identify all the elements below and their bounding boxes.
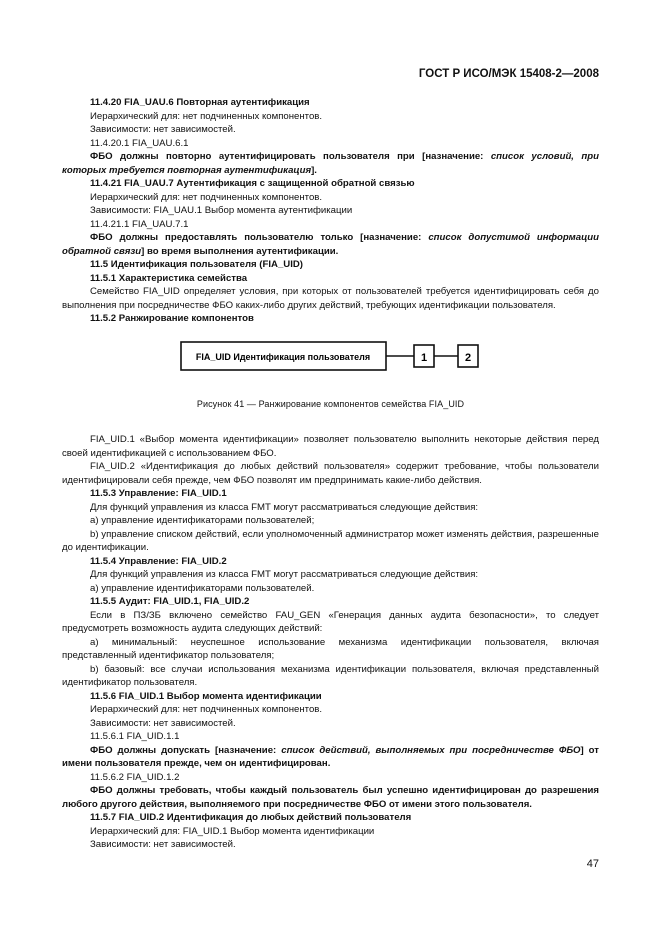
section-heading: 11.5 Идентификация пользователя (FIA_UID) xyxy=(90,259,304,270)
element-id: 11.5.6.1 FIA_UID.1.1 xyxy=(90,731,180,742)
requirement-text xyxy=(62,150,599,177)
requirement-part: ]. xyxy=(311,164,317,176)
text-line: Зависимости: нет зависимостей. xyxy=(90,717,236,729)
requirement-assignment: список условий, при которых требуется повторная аутентификация xyxy=(62,151,599,176)
list-item: а) управление идентификаторами пользователей; xyxy=(90,515,315,526)
text-paragraph: FIA_UID.2 «Идентификация до любых действий пользователя» содержит требование, чтобы пользователи идентифицировали себя прежде, чем ФБО позволят им предпринимать какие-либо действия. xyxy=(62,461,599,486)
requirement-assignment: список действий, выполняемых при посредничестве ФБО xyxy=(281,744,581,756)
element-id: 11.5.6.2 FIA_UID.1.2 xyxy=(90,771,180,783)
section-heading: 11.4.21 FIA_UAU.7 Аутентификация с защищенной обратной связью xyxy=(90,178,415,189)
section-heading: 11.5.5 Аудит: FIA_UID.1, FIA_UID.2 xyxy=(90,596,250,607)
text-line: Иерархический для: нет подчиненных компонентов. xyxy=(90,191,323,203)
list-item: b) управление списком действий, если уполномоченный администратор может изменять действия, разрешенные до идентификации. xyxy=(62,528,599,553)
requirement-text: ФБО должны требовать, чтобы каждый пользователь был успешно идентифицирован до разрешения любого другого действия, выполняемого при посредничестве ФБО от имени этого пользователя. xyxy=(62,785,599,810)
element-id: 11.4.20.1 FIA_UAU.6.1 xyxy=(90,137,189,149)
section-heading: 11.5.1 Характеристика семейства xyxy=(90,272,248,284)
text-paragraph: Если в ПЗ/ЗБ включено семейство FAU_GEN «Генерация данных аудита безопасности», то следует предусмотреть возможность аудита следующих действий: xyxy=(62,609,599,634)
family-box-label: FIA_UID Идентификация пользователя xyxy=(195,351,371,362)
section-heading: 11.5.7 FIA_UID.2 Идентификация до любых действий пользователя xyxy=(90,812,412,823)
list-item: а) управление идентификаторами пользователей. xyxy=(90,582,315,594)
component-diagram xyxy=(62,338,599,396)
text-line: Иерархический для: нет подчиненных компонентов. xyxy=(90,110,323,122)
requirement-part: ФБО должны повторно аутентифицировать пользователя при [назначение: xyxy=(90,151,491,162)
requirement-text xyxy=(62,744,599,771)
component-node-1-label: 1 xyxy=(420,351,428,364)
requirement-part: ] от имени пользователя прежде, чем он идентифицирован. xyxy=(62,744,600,769)
requirement-part: ] во время выполнения аутентификации. xyxy=(141,245,339,257)
requirement-part: ФБО должны допускать [назначение: xyxy=(90,744,282,756)
element-id: 11.4.21.1 FIA_UAU.7.1 xyxy=(90,218,189,230)
requirement-assignment: список допустимой информации обратной связи xyxy=(62,232,599,257)
list-item: а) минимальный: неуспешное использование механизма идентификации пользователя, включая представленный идентификатор пользователя; xyxy=(62,636,599,661)
text-paragraph: FIA_UID.1 «Выбор момента идентификации» позволяет пользователю выполнить некоторые действия перед своей идентификацией с использованием ФБО. xyxy=(62,434,599,459)
component-node-2-label: 2 xyxy=(464,351,472,364)
standard-header: ГОСТ Р ИСО/МЭК 15408-2—2008 xyxy=(418,68,599,80)
section-heading: 11.5.6 FIA_UID.1 Выбор момента идентификации xyxy=(90,690,322,702)
leveling-diagram xyxy=(180,338,482,374)
text-line: Зависимости: нет зависимостей. xyxy=(90,839,236,850)
requirement-part: ФБО должны предоставлять пользователю только [назначение: xyxy=(90,232,429,243)
text-line: Зависимости: нет зависимостей. xyxy=(90,124,236,135)
section-heading: 11.5.3 Управление: FIA_UID.1 xyxy=(90,488,227,499)
text-line: Для функций управления из класса FMT могут рассматриваться следующие действия: xyxy=(90,501,479,513)
page-number: 47 xyxy=(586,858,599,870)
section-heading: 11.5.4 Управление: FIA_UID.2 xyxy=(90,555,227,567)
text-line: Иерархический для: FIA_UID.1 Выбор момента идентификации xyxy=(90,825,375,837)
figure-caption: Рисунок 41 — Ранжирование компонентов семейства FIA_UID xyxy=(196,398,465,409)
text-line: Зависимости: FIA_UAU.1 Выбор момента аутентификации xyxy=(90,205,353,216)
text-paragraph: Семейство FIA_UID определяет условия, при которых от пользователей требуется идентифицировать себя до выполнения при посредничестве ФБО каких-либо других действий, требующих идентификации пользователя. xyxy=(62,286,599,311)
requirement-text xyxy=(62,231,599,258)
page-content xyxy=(62,96,599,852)
list-item: b) базовый: все случаи использования механизма идентификации пользователя, включая представленный идентификатор пользователя. xyxy=(62,663,599,688)
text-line: Для функций управления из класса FMT могут рассматриваться следующие действия: xyxy=(90,569,479,580)
section-heading: 11.4.20 FIA_UAU.6 Повторная аутентификация xyxy=(90,97,310,108)
text-line: Иерархический для: нет подчиненных компонентов. xyxy=(90,704,323,715)
section-heading: 11.5.2 Ранжирование компонентов xyxy=(90,313,254,324)
